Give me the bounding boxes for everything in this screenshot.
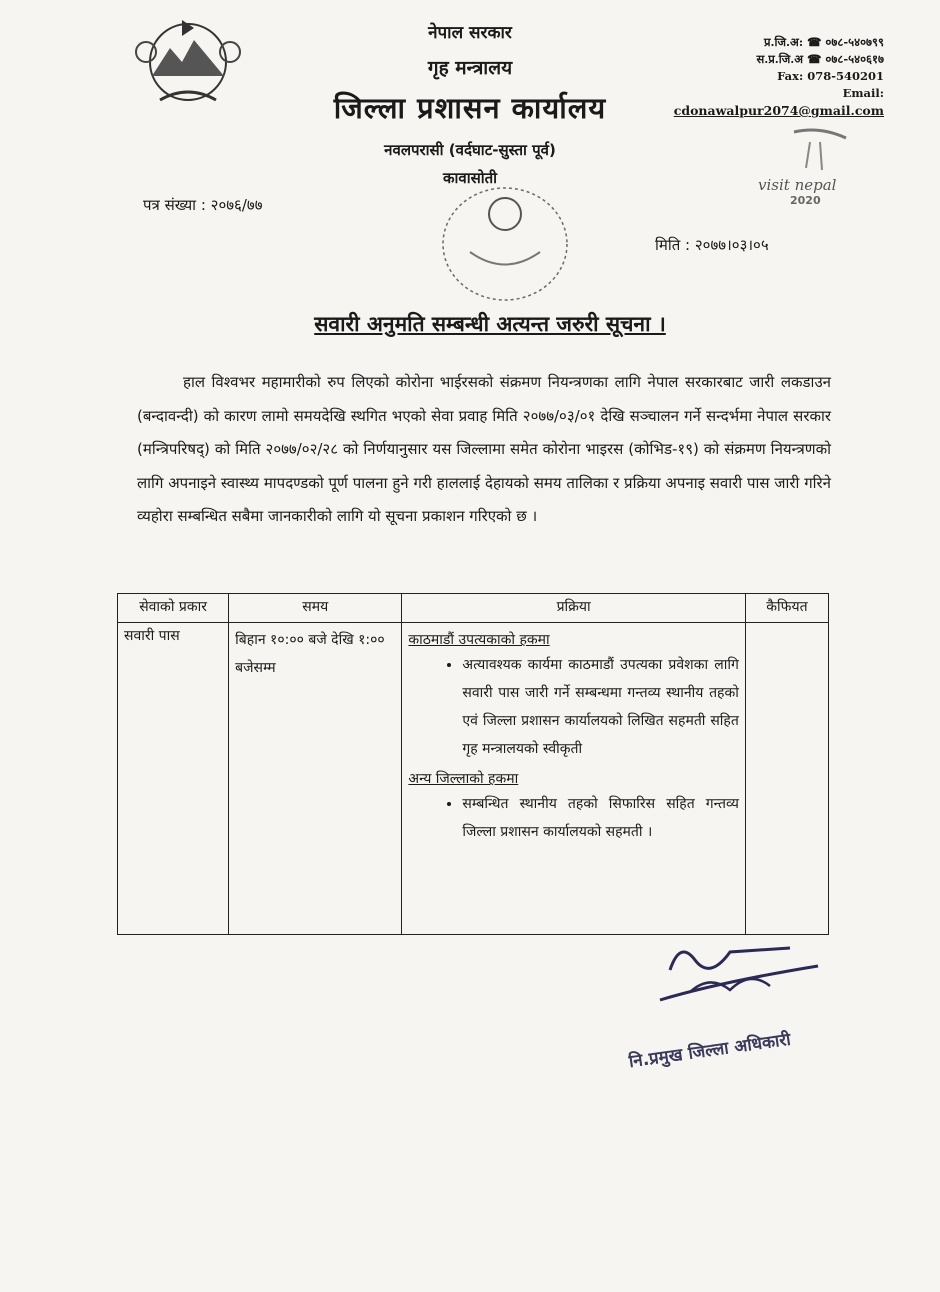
- header-process: प्रक्रिया: [402, 594, 745, 623]
- cell-service: सवारी पास: [118, 623, 229, 935]
- district-name: नवलपरासी (वर्दघाट-सुस्ता पूर्व): [384, 141, 556, 159]
- kathmandu-list: [408, 651, 738, 763]
- contact-block: [674, 34, 884, 119]
- other-district-point: • सम्बन्धित स्थानीय तहको सिफारिस सहित गन्तव्य जिल्ला प्रशासन कार्यालयको सहमती ।: [462, 790, 738, 846]
- email-label: Email:: [842, 86, 884, 100]
- office-name: जिल्ला प्रशासन कार्यालय: [333, 91, 607, 125]
- cell-time: बिहान १०:०० बजे देखि १:०० बजेसम्म: [229, 623, 402, 935]
- kathmandu-point: • अत्यावश्यक कार्यमा काठमाडौं उपत्यका प्रवेशका लागि सवारी पास जारी गर्ने सम्बन्धमा गन्तव्य स्थानीय तहको एवं जिल्ला प्रशासन कार्यालयको लिखित सहमती सहित गृह मन्त्रालयको स्वीकृती: [462, 651, 738, 763]
- fax-number: Fax: 078-540201: [777, 69, 884, 83]
- header-service-type: सेवाको प्रकार: [118, 594, 229, 623]
- visit-nepal-year: 2020: [790, 194, 821, 207]
- table-header-row: [118, 594, 829, 623]
- signatory-title: नि.प्रमुख जिल्ला अधिकारी: [627, 1029, 792, 1073]
- cell-process: [402, 623, 745, 935]
- header-time: समय: [229, 594, 402, 623]
- town-name: कावासोती: [442, 169, 498, 187]
- kathmandu-heading: काठमाडौं उपत्यकाको हकमा: [408, 632, 550, 648]
- letter-reference: पत्र संख्या : २०७६/७७: [143, 196, 263, 214]
- ministry-name: गृह मन्त्रालय: [427, 57, 513, 79]
- phone-cdo: प्र.जि.अ: ☎ ०७८-५४०७९९: [763, 35, 884, 49]
- email-address[interactable]: cdonawalpur2074@gmail.com: [673, 103, 884, 118]
- office-stamp: [430, 182, 580, 312]
- other-district-list: [408, 790, 738, 846]
- header-remarks: कैफियत: [745, 594, 828, 623]
- table-row: [118, 623, 829, 935]
- other-district-heading: अन्य जिल्लाको हकमा: [408, 771, 519, 787]
- phone-acdo: स.प्र.जि.अ ☎ ०७८-५४०६१७: [756, 52, 884, 66]
- notice-title: सवारी अनुमति सम्बन्धी अत्यन्त जरुरी सूचना ।: [314, 312, 666, 336]
- cell-remarks: [745, 623, 828, 935]
- government-name: नेपाल सरकार: [428, 23, 512, 43]
- service-table: [117, 593, 829, 935]
- visit-nepal-text: visit nepal: [758, 176, 837, 194]
- notice-body: हाल विश्वभर महामारीको रुप लिएको कोरोना भाईरसको संक्रमण नियन्त्रणका लागि नेपाल सरकारबाट जारी लकडाउन (बन्दावन्दी) को कारण लामो समयदेखि स्थगित भएको सेवा प्रवाह मिति २०७७/०३/०१ देखि सञ्चालन गर्ने सन्दर्भमा नेपाल सरकार (मन्त्रिपरिषद्) को मिति २०७७/०२/२८ को निर्णयानुसार यस जिल्लामा समेत कोरोना भाइरस (कोभिड-१९) को संक्रमण नियन्त्रणको लागि अपनाइने स्वास्थ्य मापदण्डको पूर्ण पालना हुने गरी हाललाई देहायको समय तालिका र प्रक्रिया अपनाइ सवारी पास जारी गरिने व्यहोरा सम्बन्धित सबैमा जानकारीको लागि यो सूचना प्रकाशन गरिएको छ ।: [137, 373, 831, 526]
- letter-date: मिति : २०७७।०३।०५: [655, 236, 769, 254]
